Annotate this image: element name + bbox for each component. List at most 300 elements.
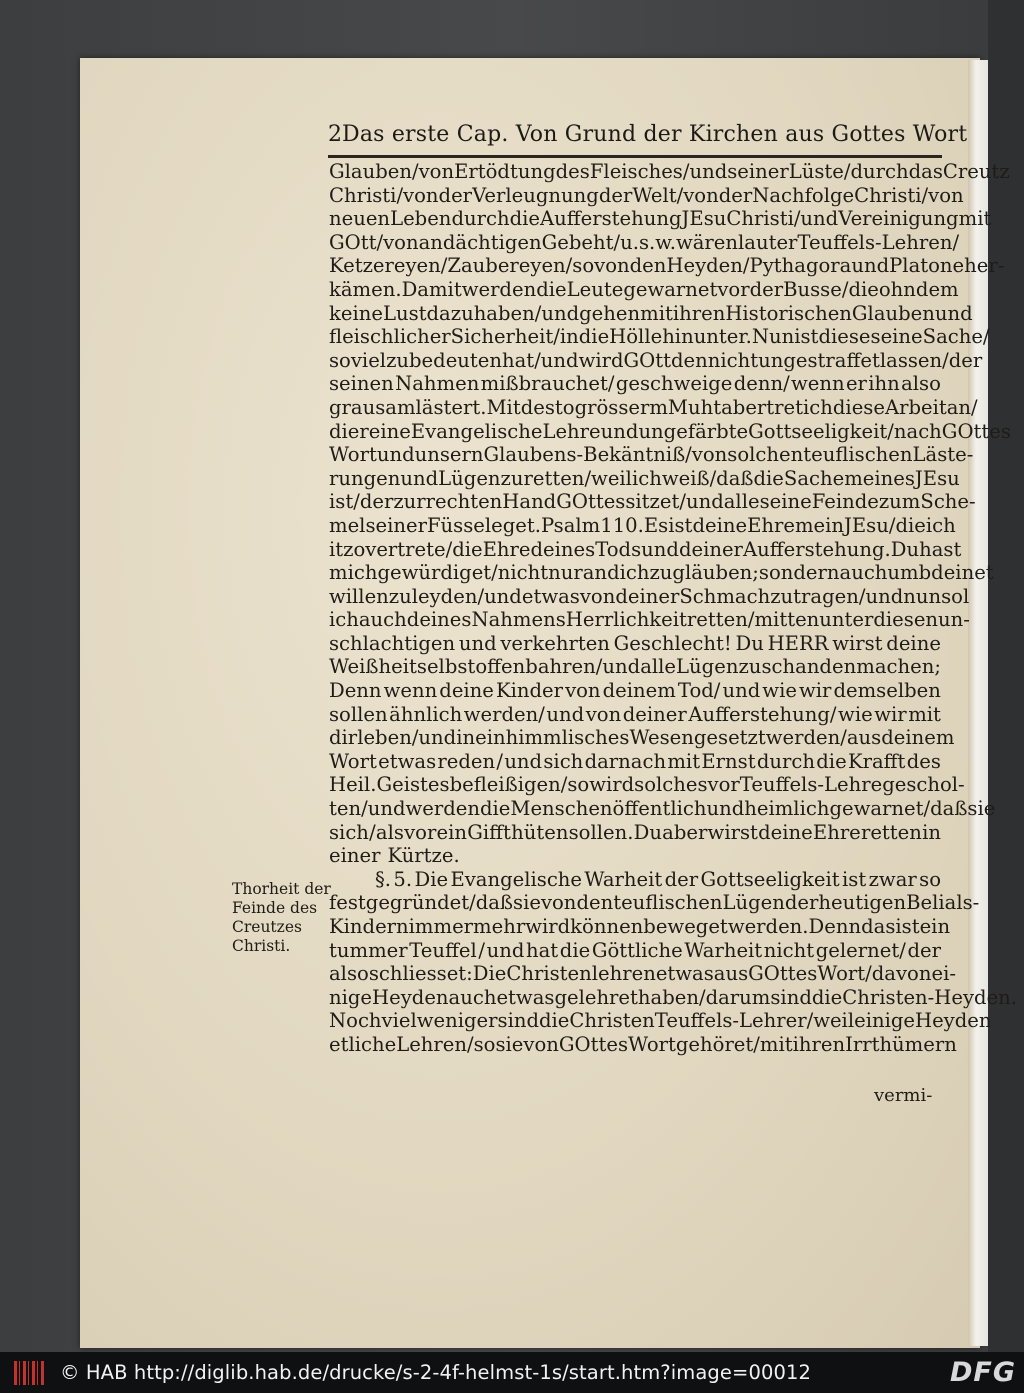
word: Denn	[808, 915, 862, 938]
word: Krafft	[847, 749, 906, 773]
word: vor	[717, 277, 750, 301]
word: und	[722, 679, 761, 703]
word: nige	[329, 985, 373, 1009]
word: Creutz	[942, 160, 1010, 183]
word: ;	[934, 655, 941, 679]
word: nicht	[763, 938, 815, 962]
viewer-footer	[0, 1352, 1024, 1393]
word: mit	[640, 301, 673, 325]
word: retten	[860, 820, 922, 844]
word: durch	[451, 207, 510, 231]
word: von	[928, 183, 964, 207]
text-line	[329, 632, 941, 656]
text-line	[329, 1009, 992, 1033]
word: nur	[548, 561, 583, 585]
text-line	[329, 655, 941, 679]
word: gehöret	[675, 1032, 754, 1056]
word: so	[329, 348, 351, 372]
dfg-logo: DFG	[949, 1357, 1016, 1388]
word: zu	[738, 655, 762, 679]
word: Die	[472, 962, 507, 986]
word: mitten	[754, 608, 820, 632]
word: ich	[925, 513, 956, 537]
word: dazu	[426, 301, 474, 325]
word: vertrete	[365, 537, 446, 561]
word: gläuben	[672, 561, 753, 585]
word: deine	[758, 820, 813, 844]
word: und	[418, 726, 457, 750]
word: Christi/	[329, 183, 404, 207]
word: Es	[643, 513, 669, 537]
word: so	[473, 1032, 496, 1056]
word: ist	[668, 513, 693, 537]
word: und	[484, 584, 522, 608]
word: solchen	[727, 443, 804, 467]
word: Heyden	[914, 1009, 992, 1033]
word: durch	[756, 749, 815, 773]
word: Damit	[401, 277, 462, 301]
word: /	[361, 797, 368, 821]
word: offenbahren/	[475, 655, 603, 679]
word: lassen	[879, 348, 943, 372]
word: und	[504, 749, 543, 773]
text-line	[329, 301, 973, 326]
word: schlachtigen	[329, 631, 456, 655]
word: dem	[915, 277, 959, 301]
word: denn/	[733, 372, 790, 396]
word: wird	[578, 348, 624, 372]
word: die	[329, 419, 360, 443]
body-text	[329, 160, 1018, 1057]
word: 110.	[600, 513, 644, 537]
word: der	[948, 348, 983, 372]
word: Lehren/	[396, 1032, 474, 1056]
word: wenn	[791, 372, 845, 396]
word: nimmermehr	[396, 915, 526, 938]
word: verkehrten	[500, 631, 610, 655]
word: wie	[838, 702, 873, 726]
word: tragen	[793, 584, 859, 608]
word: Läste-	[912, 443, 974, 467]
word: Schmach	[679, 584, 771, 608]
word: ;	[752, 561, 759, 585]
word: haben	[637, 985, 699, 1009]
word: mit	[958, 207, 992, 231]
word: Heil.	[329, 773, 377, 797]
word: Busse	[783, 277, 842, 301]
word: der	[359, 490, 394, 514]
barcode-icon	[14, 1361, 46, 1385]
word: zu	[386, 348, 410, 372]
word: Heyden/	[666, 254, 750, 278]
word: Geschlecht!	[613, 631, 732, 655]
word: GOtt	[623, 348, 671, 372]
word: sondern	[758, 561, 840, 585]
page-edge	[968, 60, 988, 1346]
margin-note-line: Christi.	[232, 937, 291, 955]
word: zu	[388, 584, 412, 608]
text-line	[329, 703, 941, 727]
text-line	[329, 679, 941, 703]
word: die	[559, 938, 591, 962]
word: sie	[495, 1032, 524, 1056]
word: sie	[967, 797, 996, 821]
word: Teuffel	[409, 938, 477, 962]
word: Christi/und	[726, 207, 839, 231]
word: den	[576, 891, 614, 915]
word: vor	[707, 773, 740, 797]
word: bedeuten	[409, 348, 502, 372]
word: Hölle	[609, 325, 663, 349]
text-line	[329, 348, 983, 373]
word: Historischen	[725, 301, 852, 325]
word: zu	[649, 561, 673, 585]
word: Aufferstehung.	[742, 537, 891, 561]
word: die	[536, 277, 567, 301]
word: diesen	[873, 608, 939, 632]
word: weiß	[661, 466, 710, 490]
word: deiner	[622, 702, 687, 726]
word: und	[602, 655, 641, 679]
word: in	[456, 726, 476, 750]
word: HERR	[767, 631, 829, 655]
word: /	[698, 985, 706, 1009]
word: Ehre	[812, 820, 861, 844]
word: tret	[766, 395, 804, 419]
word: Die	[414, 867, 449, 891]
word: sind	[497, 1009, 539, 1033]
word: etwas	[496, 985, 555, 1009]
word: von	[523, 1032, 559, 1056]
text-line	[329, 962, 956, 986]
text-line	[329, 372, 941, 396]
word: darnach	[584, 749, 667, 773]
text-line	[329, 537, 962, 562]
word: /	[445, 537, 453, 561]
footer-citation[interactable]: © HAB http://diglib.hab.de/drucke/s-2-4f-helmst-1s/start.htm?image=00012	[60, 1361, 811, 1384]
word: vielweniger	[381, 1009, 498, 1033]
word: GOttes	[558, 1032, 629, 1056]
word: keine	[329, 301, 383, 325]
margin-note-line: Thorheit der	[232, 880, 331, 898]
word: und	[458, 631, 497, 655]
word: itzo	[329, 537, 366, 561]
word: Kürtze.	[387, 844, 460, 868]
page-number: 2	[328, 122, 342, 147]
word: GOttes	[748, 962, 818, 986]
word: heimlich	[744, 797, 830, 821]
word: die	[753, 466, 784, 490]
word: grösserm	[574, 395, 668, 419]
word: ihren	[792, 1032, 846, 1056]
word: zum	[878, 490, 921, 514]
word: Evangelische	[410, 419, 543, 443]
word: Teuffels-Lehre	[739, 773, 883, 797]
word: Wort	[329, 749, 377, 773]
word: können	[570, 915, 644, 938]
word: deine	[439, 679, 494, 703]
word: gesetzt	[693, 726, 766, 750]
word: /	[477, 584, 485, 608]
word: mit	[759, 1032, 793, 1056]
text-line	[329, 584, 970, 609]
word: Vereinigung	[838, 207, 959, 231]
word: Evangelische	[450, 867, 583, 891]
word: hat	[526, 938, 559, 962]
word: das	[861, 915, 896, 938]
word: werden.	[727, 915, 809, 938]
word: andächtigen	[418, 230, 542, 254]
word: machen	[856, 655, 935, 679]
word: zur	[393, 490, 426, 514]
word: an/	[946, 395, 978, 419]
word: Ehre	[482, 537, 531, 561]
text-line	[329, 561, 994, 585]
word: /	[369, 820, 376, 844]
running-head	[328, 122, 968, 156]
margin-note	[232, 880, 330, 956]
word: werden	[461, 277, 537, 301]
word: GOttes	[556, 490, 626, 514]
word: u.	[620, 230, 639, 254]
word: ten	[329, 797, 362, 821]
word: un-	[938, 608, 970, 632]
text-line	[329, 797, 996, 821]
word: deiner	[678, 537, 743, 561]
word: das	[908, 160, 943, 183]
word: und	[934, 301, 973, 325]
word: Wort	[329, 443, 377, 467]
word: Denn	[329, 679, 382, 703]
word: desto	[520, 395, 575, 419]
word: weil	[813, 1009, 855, 1033]
word: der	[718, 183, 753, 207]
word: sol	[941, 584, 970, 608]
text-line	[329, 230, 960, 255]
word: Du	[735, 631, 764, 655]
word: daß	[930, 797, 968, 821]
word: /	[865, 962, 872, 986]
word: fleischlicher	[329, 325, 451, 349]
word: Menschen	[510, 797, 613, 821]
word: ungestraffet	[758, 348, 880, 372]
word: er	[845, 372, 867, 396]
text-line	[329, 1032, 957, 1057]
word: aber	[721, 395, 767, 419]
word: so	[567, 773, 590, 797]
text-line	[329, 821, 941, 845]
word: die	[848, 277, 879, 301]
word: haben	[473, 301, 535, 325]
word: und	[541, 301, 580, 325]
word: sollen	[329, 702, 388, 726]
word: wären	[675, 230, 738, 254]
word: mit	[908, 702, 941, 726]
word: /	[679, 490, 686, 514]
word: die	[895, 513, 926, 537]
word: geschol-	[882, 773, 965, 797]
word: hat	[502, 348, 535, 372]
word: und	[641, 537, 679, 561]
word: rechten	[425, 490, 503, 514]
word: GOtt/	[329, 230, 384, 254]
word: dich	[607, 561, 650, 585]
word: des	[555, 160, 590, 183]
word: Füsse	[426, 513, 485, 537]
word: Ernst	[701, 749, 756, 773]
word: mit	[667, 749, 701, 773]
text-line	[329, 773, 965, 797]
text-line	[329, 868, 941, 892]
word: lehren	[591, 962, 656, 986]
word: grausam	[329, 395, 416, 419]
word: Du	[633, 820, 662, 844]
text-line	[329, 183, 964, 208]
word: von	[579, 584, 616, 608]
word: sind	[770, 985, 812, 1009]
word: Sche-	[920, 490, 976, 514]
word: Tod/	[677, 679, 721, 703]
word: Christen-Heyden.	[842, 985, 1018, 1009]
word: heutigen	[818, 891, 907, 915]
word: Lügen	[676, 655, 739, 679]
word: deiner	[615, 584, 680, 608]
word: ich	[803, 395, 833, 419]
word: ich	[329, 608, 359, 632]
word: schanden	[761, 655, 857, 679]
word: einige	[854, 1009, 915, 1033]
word: /	[496, 749, 504, 773]
word: ein	[919, 915, 951, 938]
word: Christen	[569, 1009, 655, 1033]
word: die	[811, 985, 843, 1009]
word: werden	[405, 797, 480, 821]
word: die	[816, 749, 847, 773]
word: teuflischen	[613, 891, 723, 915]
word: also	[329, 962, 369, 986]
word: einer	[329, 844, 381, 868]
word: deines	[406, 608, 472, 632]
catchword: vermi-	[874, 1085, 933, 1106]
word: und	[546, 702, 585, 726]
word: /	[887, 419, 894, 443]
word: ähnlich	[389, 702, 463, 726]
word: Nachfolge	[752, 183, 855, 207]
word: die	[509, 207, 540, 231]
word: Lust	[382, 301, 427, 325]
word: beweget	[643, 915, 728, 938]
word: solches	[634, 773, 708, 797]
word: willen	[329, 584, 389, 608]
text-line	[329, 419, 1011, 444]
text-line	[329, 844, 941, 868]
word: nicht	[497, 561, 549, 585]
word: von	[691, 443, 728, 467]
word: Warheit	[584, 867, 663, 891]
word: vor	[404, 820, 437, 844]
word: davon	[871, 962, 932, 986]
word: wir	[799, 679, 832, 703]
word: mißbrauchet/	[480, 372, 615, 396]
word: Lügen	[438, 466, 501, 490]
word: Lehre	[542, 419, 601, 443]
word: Wort	[817, 962, 866, 986]
word: Aufferstehung	[539, 207, 682, 231]
word: ist	[895, 915, 920, 938]
word: und	[486, 938, 525, 962]
word: dir	[329, 726, 358, 750]
word: reine	[359, 419, 411, 443]
word: Warheit	[684, 938, 763, 962]
word: Arbeit	[884, 395, 947, 419]
word: sie	[513, 891, 541, 915]
word: Leben	[390, 207, 452, 231]
word: Ehre	[747, 513, 795, 537]
word: von	[403, 183, 439, 207]
word: aber	[662, 820, 708, 844]
word: GOttes	[941, 419, 1011, 443]
word: Mit	[486, 395, 521, 419]
word: Heyden	[372, 985, 449, 1009]
text-line	[329, 277, 959, 302]
word: Belials-	[906, 891, 980, 915]
word: /	[469, 891, 476, 915]
word: reden	[437, 749, 496, 773]
word: Noch	[329, 1009, 382, 1033]
word: zu	[500, 466, 524, 490]
word: seiner	[727, 160, 789, 183]
word: fest	[329, 891, 366, 915]
word: zwar	[868, 867, 917, 891]
word: und	[706, 797, 745, 821]
word: Wesen	[629, 726, 694, 750]
text-line	[329, 395, 978, 420]
word: werden/	[463, 702, 545, 726]
word: Weißheit	[329, 655, 417, 679]
word: aus	[846, 726, 882, 750]
word: Lügen	[722, 891, 785, 915]
word: weil	[591, 466, 632, 490]
word: werden/	[765, 726, 847, 750]
word: Verleugnung	[472, 183, 599, 207]
word: Tods	[595, 537, 642, 561]
word: /	[858, 584, 866, 608]
word: /	[952, 230, 960, 254]
word: /	[613, 230, 621, 254]
word: deines	[530, 537, 596, 561]
word: die	[578, 325, 610, 349]
word: Platone	[889, 254, 965, 278]
header-rule	[328, 155, 942, 158]
word: gewarnet	[623, 277, 718, 301]
word: Lüste/durch	[788, 160, 909, 183]
word: der	[784, 891, 819, 915]
word: hüten	[511, 820, 569, 844]
word: meines	[844, 466, 915, 490]
text-line	[329, 608, 970, 632]
word: und	[851, 254, 890, 278]
word: Gebeht	[541, 230, 614, 254]
word: daß	[475, 891, 514, 915]
word: des	[906, 749, 941, 773]
word: an	[582, 561, 608, 585]
word: Ketzereyen/	[329, 254, 448, 278]
word: von	[585, 702, 622, 726]
word: w.	[655, 230, 676, 254]
word: nach	[893, 419, 942, 443]
word: von	[565, 679, 601, 703]
word: etwas	[521, 584, 580, 608]
